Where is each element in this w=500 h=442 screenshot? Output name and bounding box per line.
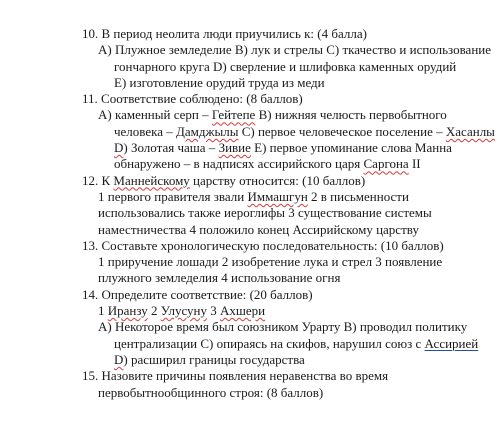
document-line <box>0 75 500 91</box>
line-text: ) Золотая чаша – <box>123 140 219 156</box>
line-text: царству относится: (10 баллов) <box>189 172 366 188</box>
document-line <box>0 352 500 368</box>
line-text: централизации С) опираясь на скифов, нарушил союз с <box>114 335 425 351</box>
marked-word: Улусуну <box>160 303 208 319</box>
marked-word: Иранзу <box>107 303 148 319</box>
line-text: А) каменный серп – <box>98 107 212 123</box>
line-text: 14. Определите соответствие: (20 баллов) <box>82 286 313 302</box>
line-text: 3 <box>207 303 221 319</box>
marked-word: Ахшери <box>220 303 266 319</box>
marked-word: Иммашгун <box>247 188 308 204</box>
line-text: 11. Соответствие соблюдено: (8 баллов) <box>82 91 303 107</box>
line-text: 15. Назовите причины появления неравенства во время <box>82 368 389 384</box>
document-line <box>0 124 500 140</box>
line-text: использовались также иероглифы 3 существование системы <box>98 205 432 221</box>
marked-word: Маннейскому <box>113 172 190 188</box>
line-text: А) Некоторое время был союзником Урарту В) проводил политику <box>98 319 468 335</box>
line-text: 2 в письменности <box>307 188 409 204</box>
document-line <box>0 140 500 156</box>
document-line <box>0 189 500 205</box>
marked-word: Зивие <box>218 140 251 156</box>
document-line <box>0 205 500 221</box>
document-line <box>0 42 500 58</box>
line-text: 1 приручение лошади 2 изобретение лука и стрел 3 появление <box>98 254 443 270</box>
line-text: человека – <box>114 123 177 139</box>
document-line <box>0 287 500 303</box>
line-text: 12. К <box>82 172 114 188</box>
line-text: 1 <box>98 303 108 319</box>
line-text: первобытнообщинного строя: (8 баллов) <box>98 384 324 400</box>
document-line <box>0 238 500 254</box>
marked-word: D <box>114 351 124 367</box>
document-line <box>0 59 500 75</box>
document-line <box>0 222 500 238</box>
line-text: 2 <box>147 303 161 319</box>
line-text: II <box>408 156 421 172</box>
marked-word: Хасанлы <box>445 123 495 139</box>
document-line <box>0 156 500 172</box>
line-text: гончарного круга D) сверление и шлифовка каменных орудий <box>114 58 457 74</box>
document-line <box>0 368 500 384</box>
document-line <box>0 270 500 286</box>
marked-word: Дамджылы <box>176 123 239 139</box>
line-text: Е) первое упоминание слова Манна <box>250 140 452 156</box>
line-text: наместничества 4 положило конец Ассирийскому царству <box>98 221 419 237</box>
document-line <box>0 26 500 42</box>
document-line <box>0 336 500 352</box>
marked-word: Ассирией <box>424 335 479 351</box>
line-text: ) расширил границы государства <box>123 351 305 367</box>
line-text: 13. Составьте хронологическую последовательность: (10 баллов) <box>82 237 444 253</box>
line-text: Е) изготовление орудий труда из меди <box>114 74 325 90</box>
marked-word: Гейтепе <box>211 107 256 123</box>
document-line <box>0 385 500 401</box>
line-text: В) нижняя челюсть первобытного <box>255 107 447 123</box>
document-page <box>0 26 500 401</box>
document-line <box>0 91 500 107</box>
document-line <box>0 254 500 270</box>
line-text: С) первое человеческое поселение – <box>238 123 446 139</box>
marked-word: Саргона <box>363 156 409 172</box>
document-line <box>0 303 500 319</box>
line-text: плужного земледелия 4 использование огня <box>98 270 341 286</box>
document-line <box>0 107 500 123</box>
line-text: А) Плужное земледелие В) лук и стрелы С) ткачество и использование <box>98 42 492 58</box>
line-text: 1 первого правителя звали <box>98 188 248 204</box>
line-text: 10. В период неолита люди приучились к: (4 балла) <box>82 26 367 41</box>
marked-word: D <box>114 140 124 156</box>
document-line <box>0 173 500 189</box>
line-text: обнаружено – в надписях ассирийского царя <box>114 156 364 172</box>
document-line <box>0 319 500 335</box>
